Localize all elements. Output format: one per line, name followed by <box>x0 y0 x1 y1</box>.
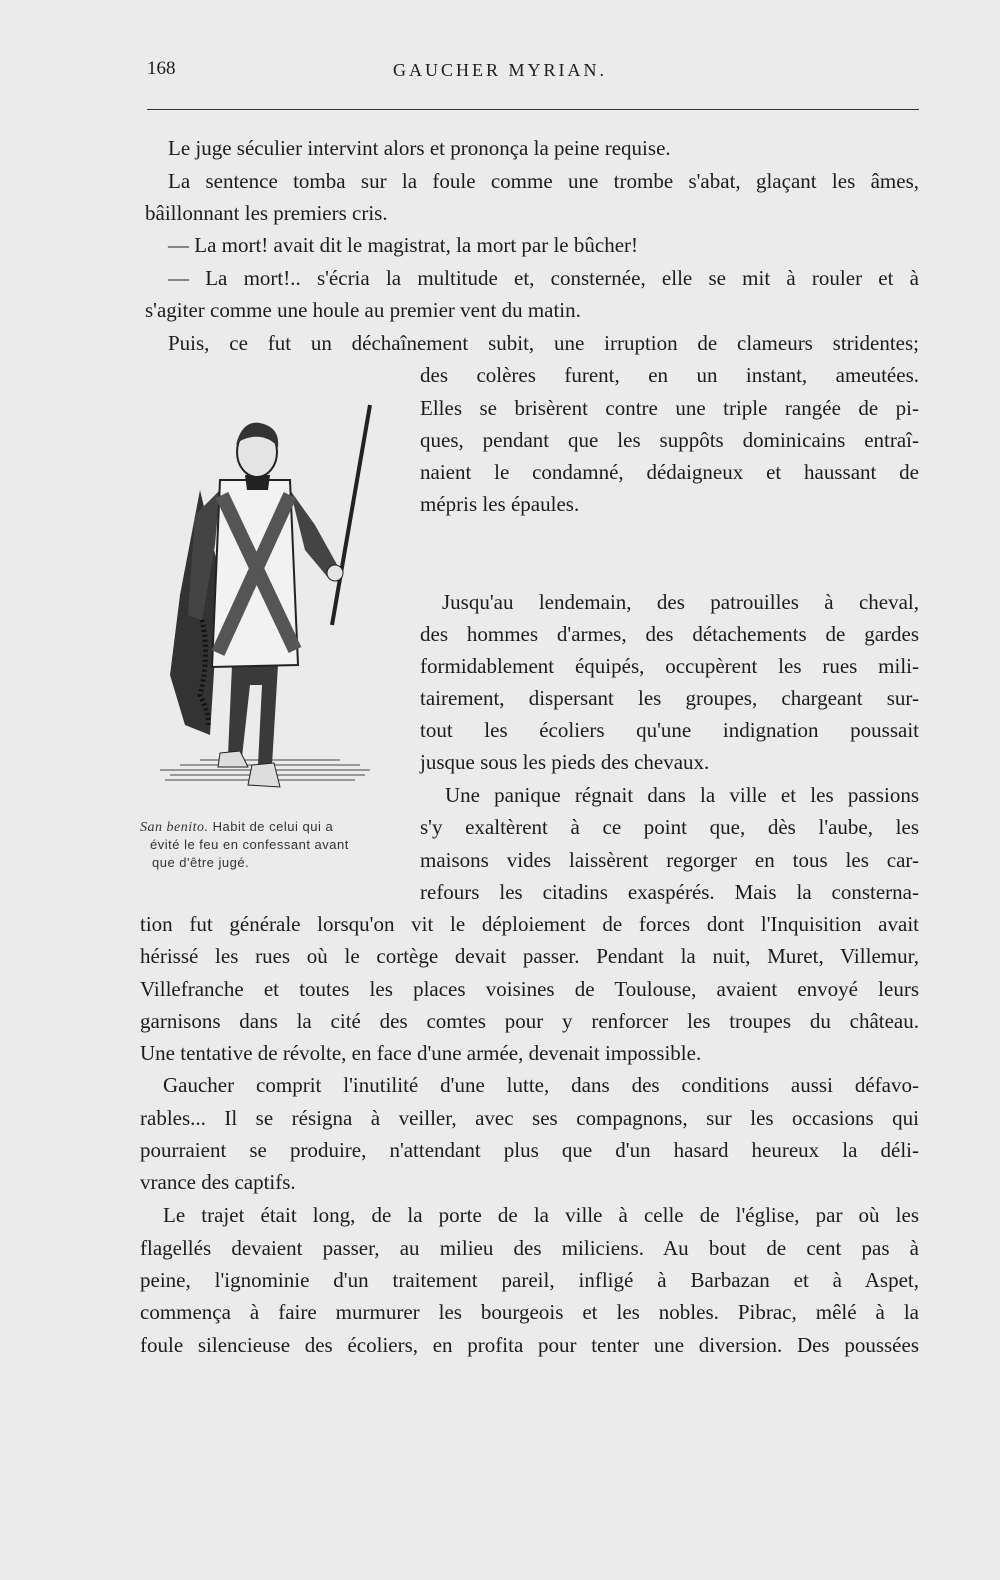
text-line: Jusqu'au lendemain, des patrouilles à cheval, <box>442 590 919 614</box>
text-line: Elles se brisèrent contre une triple rangée de pi- <box>420 396 919 420</box>
header-rule <box>147 109 919 110</box>
text-line: Le trajet était long, de la porte de la ville à celle de l'église, par où les <box>163 1203 919 1227</box>
text-line: Une tentative de révolte, en face d'une armée, devenait impossible. <box>140 1041 702 1065</box>
text-line: tion fut générale lorsqu'on vit le déploiement de forces dont l'Inquisition avait <box>140 912 919 936</box>
text-line: tairement, dispersant les groupes, chargeant sur- <box>420 686 919 710</box>
text-line: foule silencieuse des écoliers, en profita pour tenter une diversion. Des poussées <box>140 1333 919 1357</box>
figure-caption-line-1 <box>140 818 333 836</box>
text-line: tout les écoliers qu'une indignation poussait <box>420 718 919 742</box>
text-line: rables... Il se résigna à veiller, avec ses compagnons, sur les occasions qui <box>140 1106 919 1130</box>
text-line: Gaucher comprit l'inutilité d'une lutte, dans des conditions aussi défavo- <box>163 1073 919 1097</box>
text-line: mépris les épaules. <box>420 492 580 516</box>
text-line: — La mort! avait dit le magistrat, la mort par le bûcher! <box>168 233 638 257</box>
figure-caption-line-2: évité le feu en confessant avant <box>150 837 349 852</box>
text-line: La sentence tomba sur la foule comme une trombe s'abat, glaçant les âmes, <box>168 169 919 193</box>
text-line: peine, l'ignominie d'un traitement pareil, infligé à Barbazan et à Aspet, <box>140 1268 919 1292</box>
caption-title: San benito. <box>140 820 209 835</box>
text-line: vrance des captifs. <box>140 1170 296 1194</box>
page-number: 168 <box>147 58 176 79</box>
text-line: des hommes d'armes, des détachements de gardes <box>420 622 919 646</box>
text-line: s'y exaltèrent à ce point que, dès l'aube, les <box>420 815 919 839</box>
text-line: commença à faire murmurer les bourgeois et les nobles. Pibrac, mêlé à la <box>140 1300 919 1324</box>
text-line: formidablement équipés, occupèrent les rues mili- <box>420 654 919 678</box>
running-title: GAUCHER MYRIAN. <box>392 60 607 80</box>
text-line: Puis, ce fut un déchaînement subit, une irruption de clameurs stridentes; <box>168 331 919 355</box>
text-line: s'agiter comme une houle au premier vent du matin. <box>145 298 581 322</box>
text-line: naient le condamné, dédaigneux et haussant de <box>420 460 919 484</box>
text-line: garnisons dans la cité des comtes pour y renforcer les troupes du château. <box>140 1009 919 1033</box>
text-line: des colères furent, en un instant, ameutées. <box>420 363 919 387</box>
text-line: ques, pendant que les suppôts dominicains entraî- <box>420 428 919 452</box>
figure-caption-line-3: que d'être jugé. <box>152 855 250 870</box>
text-line: bâillonnant les premiers cris. <box>145 201 388 225</box>
text-line: — La mort!.. s'écria la multitude et, consternée, elle se mit à rouler et à <box>168 266 919 290</box>
caption-text: Habit de celui qui a <box>208 819 334 834</box>
san-benito-illustration <box>140 395 380 810</box>
text-line: Le juge séculier intervint alors et prononça la peine requise. <box>168 136 671 160</box>
text-line: hérissé les rues où le cortège devait passer. Pendant la nuit, Muret, Villemur, <box>140 944 919 968</box>
text-line: Villefranche et toutes les places voisines de Toulouse, avaient envoyé leurs <box>140 977 919 1001</box>
text-line: maisons vides laissèrent regorger en tous les car- <box>420 848 919 872</box>
text-line: refours les citadins exaspérés. Mais la consterna- <box>420 880 919 904</box>
text-line: flagellés devaient passer, au milieu des miliciens. Au bout de cent pas à <box>140 1236 919 1260</box>
man-in-san-benito-robe-holding-staff-engraving <box>140 395 380 810</box>
text-line: Une panique régnait dans la ville et les passions <box>445 783 919 807</box>
text-line: jusque sous les pieds des chevaux. <box>420 750 710 774</box>
text-line: pourraient se produire, n'attendant plus que d'un hasard heureux la déli- <box>140 1138 919 1162</box>
